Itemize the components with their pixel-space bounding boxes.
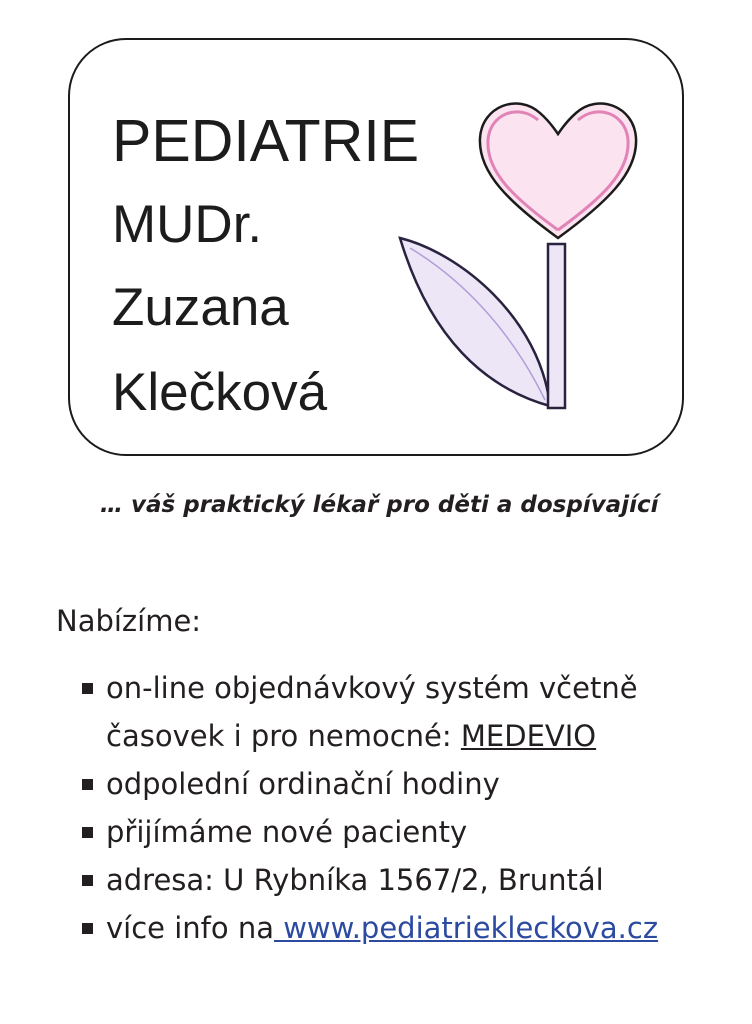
square-bullet-icon [82, 923, 93, 934]
list-item-text: adresa: U Rybníka 1567/2, Bruntál [106, 863, 604, 897]
list-item-text: více info na [106, 911, 274, 945]
list-item [80, 856, 658, 904]
offer-list [80, 664, 658, 952]
square-bullet-icon [82, 827, 93, 838]
doctor-last-name: Klečková [112, 363, 328, 422]
list-item [80, 664, 658, 712]
square-bullet-icon [82, 779, 93, 790]
list-item [80, 712, 658, 760]
doctor-first-name: Zuzana [112, 278, 289, 337]
square-bullet-icon [82, 683, 93, 694]
list-item [80, 904, 658, 952]
stem-icon [548, 244, 565, 408]
offer-heading: Nabízíme: [56, 604, 202, 638]
list-item-text: časovek i pro nemocné: [106, 719, 461, 753]
heart-icon [480, 103, 636, 238]
practice-title: PEDIATRIE [112, 108, 420, 174]
medevio-link[interactable]: MEDEVIO [460, 719, 597, 753]
heart-flower-logo [390, 88, 650, 418]
doctor-title: MUDr. [112, 195, 263, 254]
square-bullet-icon [82, 875, 93, 886]
website-link[interactable]: www.pediatriekleckova.cz [273, 911, 659, 945]
list-item [80, 760, 658, 808]
leaf-icon [400, 238, 550, 406]
list-item-text: přijímáme nové pacienty [106, 815, 468, 849]
list-item-text: on-line objednávkový systém včetně [106, 671, 638, 705]
tagline: … váš praktický lékař pro děti a dospívající [100, 492, 659, 518]
list-item [80, 808, 658, 856]
list-item-text: odpolední ordinační hodiny [106, 767, 500, 801]
